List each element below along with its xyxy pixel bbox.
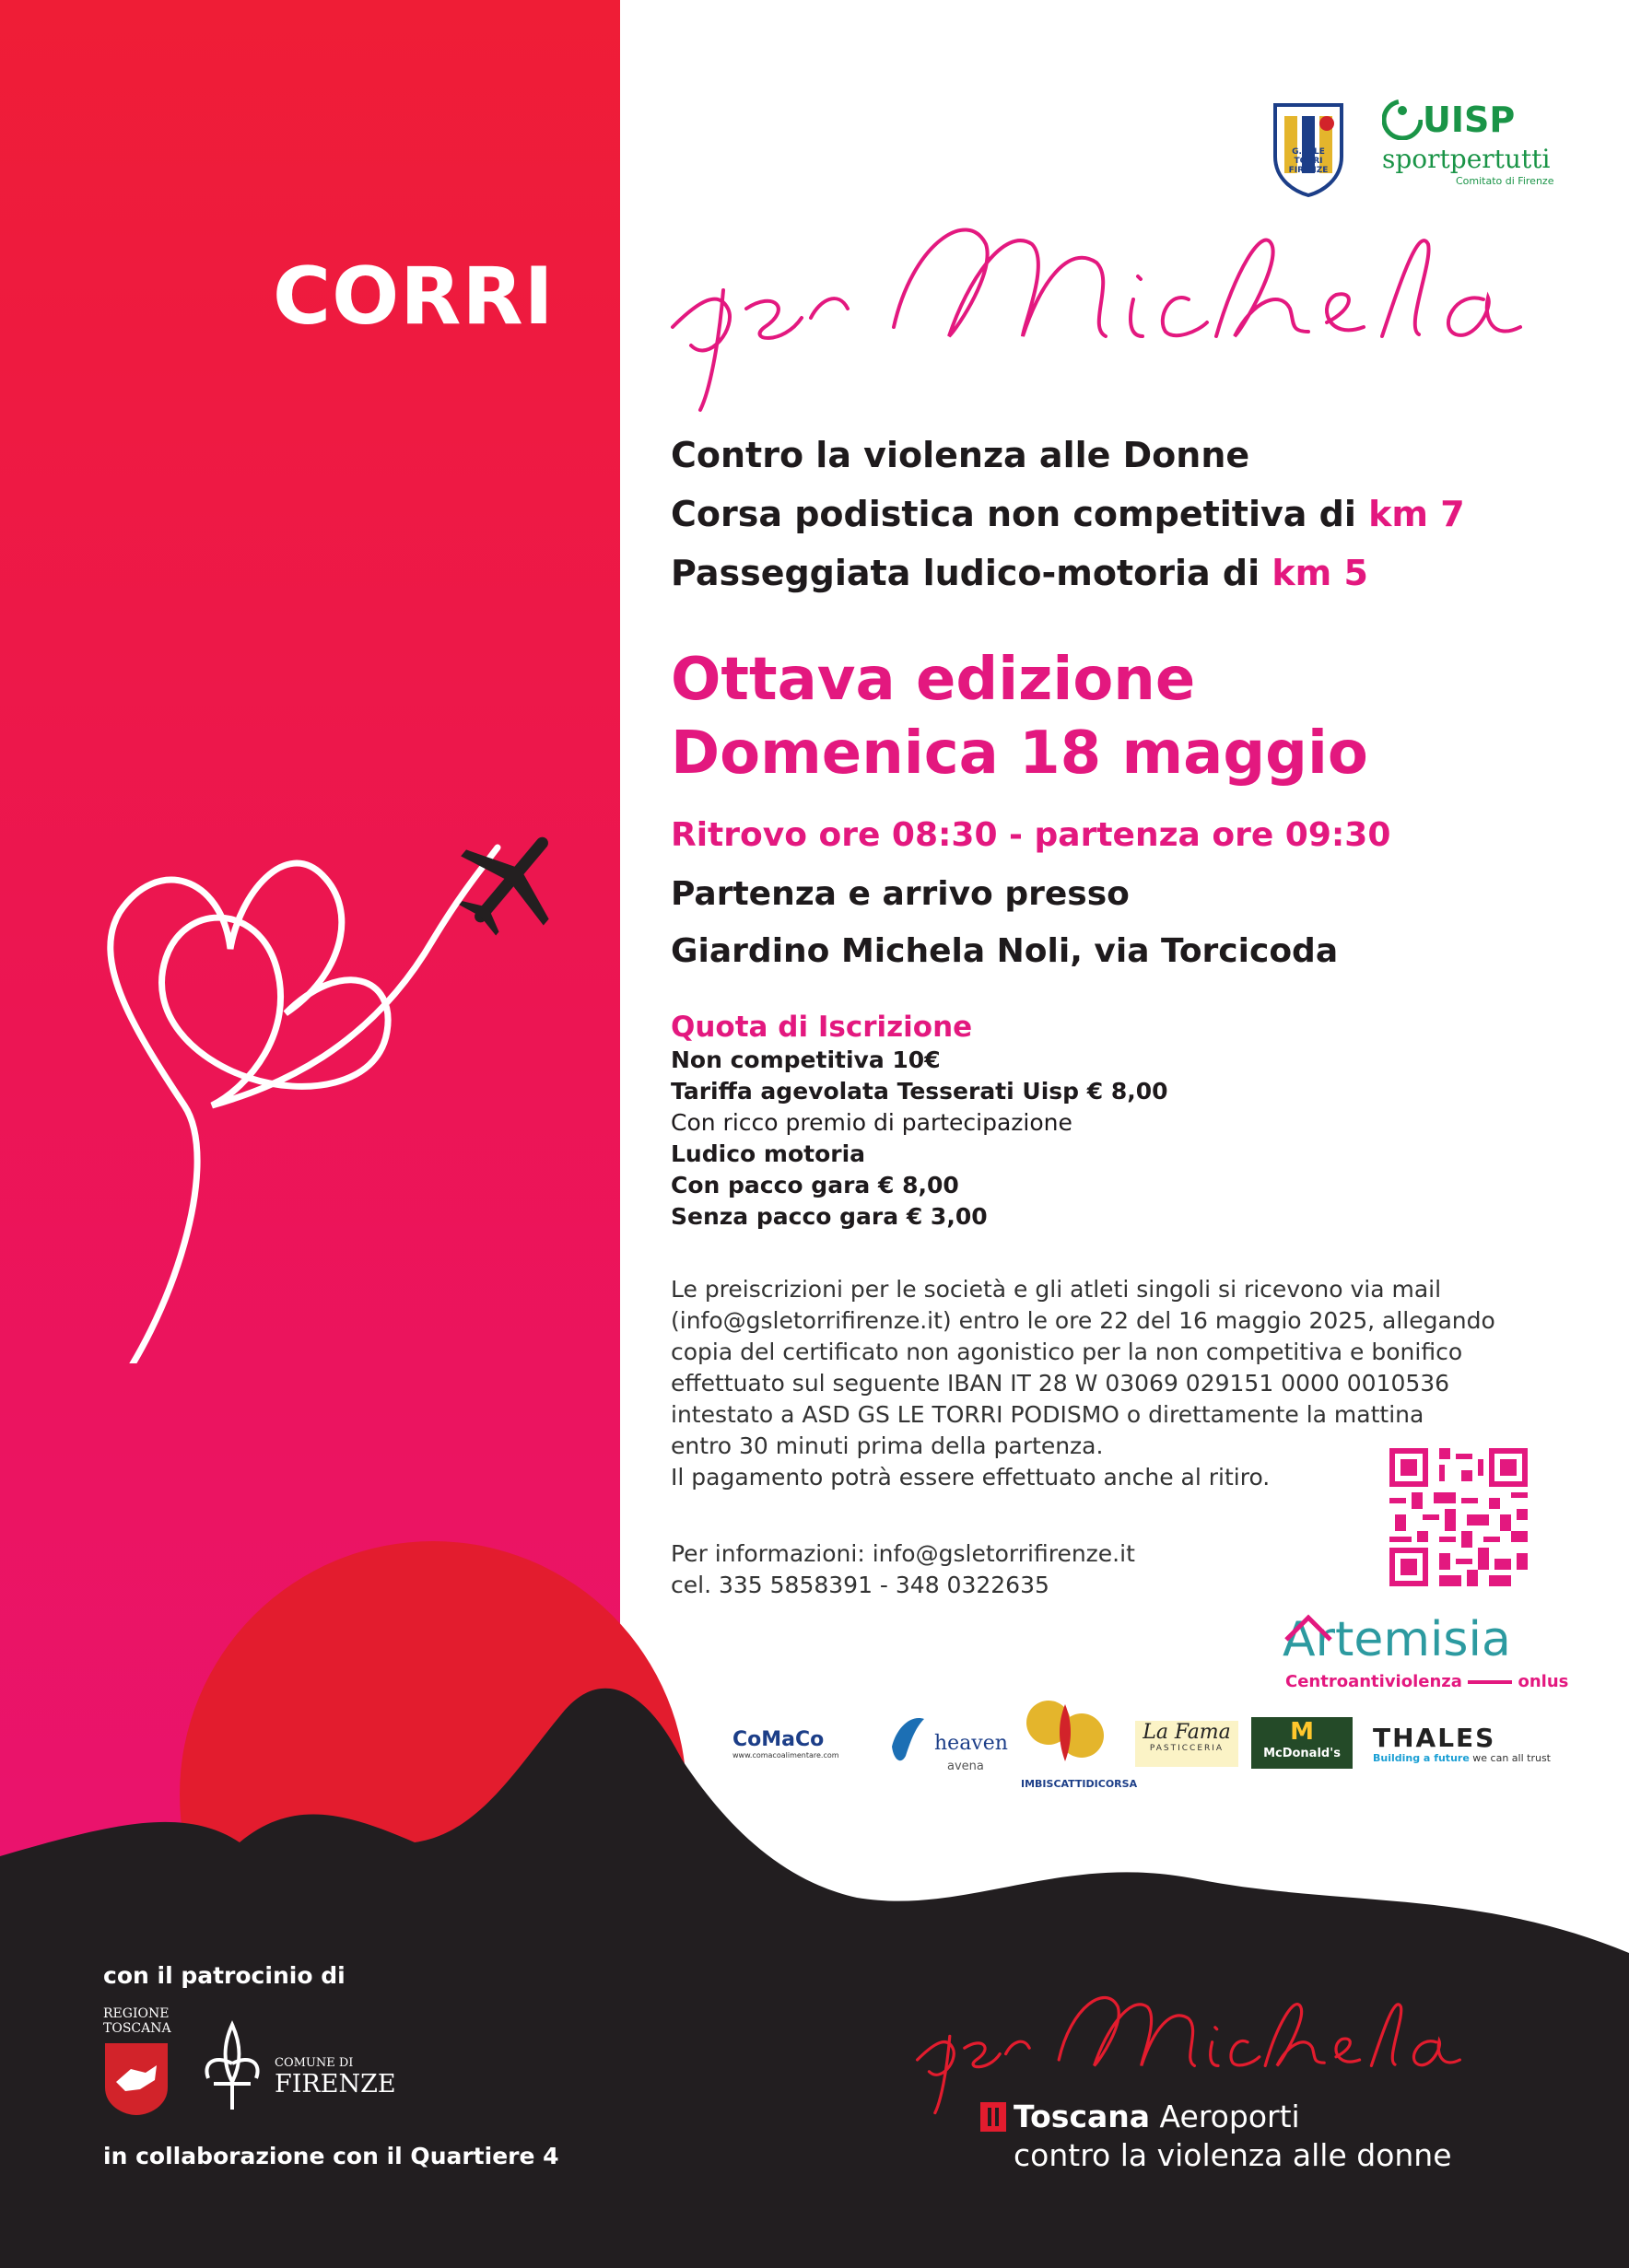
artemisia-roof-icon bbox=[1283, 1614, 1334, 1642]
comune-line-2: FIRENZE bbox=[275, 2070, 396, 2098]
loop-path bbox=[101, 848, 498, 1363]
comune-line-1: COMUNE DI bbox=[275, 2056, 354, 2070]
fees-title: Quota di Iscrizione bbox=[671, 1011, 973, 1044]
registration-line: Le preiscrizioni per le società e gli atleti singoli si ricevono via mail bbox=[671, 1276, 1442, 1303]
regione-line-2: TOSCANA bbox=[103, 2021, 171, 2036]
intro-line-3-km: km 5 bbox=[1272, 553, 1368, 593]
regione-toscana-label bbox=[103, 2006, 175, 2036]
registration-line: copia del certificato non agonistico per la non competitiva e bonifico bbox=[671, 1339, 1463, 1365]
sponsor-heaven-name: heaven bbox=[934, 1732, 1008, 1755]
sponsor-lafama-name: La Fama bbox=[1143, 1721, 1231, 1744]
uisp-logo bbox=[1382, 99, 1423, 144]
sponsor-mcdonalds bbox=[1251, 1717, 1353, 1769]
toscana-aeroporti-icon bbox=[980, 2102, 1006, 2132]
qr-code[interactable] bbox=[1389, 1448, 1528, 1586]
uisp-tagline: sportpertutti bbox=[1382, 144, 1551, 174]
intro-line-3 bbox=[671, 553, 1368, 593]
sponsor-mcdonalds-name: McDonald's bbox=[1263, 1747, 1341, 1760]
artemisia-subtitle-main: Centroantiviolenza bbox=[1285, 1672, 1462, 1691]
airplane-icon bbox=[451, 820, 571, 940]
uisp-committee: Comitato di Firenze bbox=[1456, 175, 1554, 187]
footer-patronage: con il patrocinio di bbox=[103, 1962, 346, 1989]
fee-item: Tariffa agevolata Tesserati Uisp € 8,00 bbox=[671, 1078, 1168, 1105]
fee-item: Non competitiva 10€ bbox=[671, 1046, 941, 1073]
sponsor-comaco bbox=[732, 1728, 839, 1759]
artemisia-subtitle bbox=[1285, 1672, 1568, 1691]
sponsor-comaco-name: CoMaCo bbox=[732, 1728, 825, 1751]
schedule-location-1: Partenza e arrivo presso bbox=[671, 875, 1130, 913]
sponsor-comaco-url: www.comacoalimentare.com bbox=[732, 1751, 839, 1759]
intro-line-2-km: km 7 bbox=[1368, 494, 1465, 534]
fee-item: Con pacco gara € 8,00 bbox=[671, 1172, 959, 1198]
footer-brand bbox=[1014, 2098, 1300, 2134]
mcdonalds-arches-icon: M bbox=[1290, 1718, 1314, 1746]
intro-line-3-text: Passeggiata ludico-motoria di bbox=[671, 553, 1272, 593]
sponsor-lafama bbox=[1135, 1721, 1238, 1767]
sponsor-imbiscatti: IMBISCATTIDICORSA bbox=[1021, 1778, 1138, 1790]
intro-line-2 bbox=[671, 494, 1465, 534]
imbiscatti-lily-logo bbox=[1021, 1695, 1109, 1771]
footer-brand-bold: Toscana bbox=[1014, 2098, 1151, 2134]
sponsor-thales-sub bbox=[1373, 1752, 1551, 1764]
sponsor-lafama-sub: PASTICCERIA bbox=[1149, 1744, 1225, 1753]
thales-sub-rest: we can all trust bbox=[1472, 1752, 1551, 1764]
comune-firenze-label bbox=[275, 2056, 396, 2098]
per-michela-script bbox=[654, 189, 1539, 419]
le-torri-logo-text: G.S. LE TORRI FIRENZE bbox=[1288, 147, 1329, 175]
fees-list bbox=[671, 1045, 1168, 1233]
footer-collaboration: in collaborazione con il Quartiere 4 bbox=[103, 2143, 559, 2169]
artemisia-subtitle-onlus: onlus bbox=[1518, 1672, 1569, 1691]
footer-per-michela-script bbox=[885, 1971, 1493, 2119]
contact-info bbox=[671, 1538, 1135, 1601]
sponsor-heaven-sub: avena bbox=[947, 1759, 984, 1773]
registration-line: effettuato sul seguente IBAN IT 28 W 03069 029151 0000 0010536 bbox=[671, 1370, 1450, 1397]
artemisia-logo: Artemisia bbox=[1283, 1612, 1511, 1667]
registration-line: Il pagamento potrà essere effettuato anche al ritiro. bbox=[671, 1464, 1271, 1491]
fee-item: Senza pacco gara € 3,00 bbox=[671, 1203, 988, 1230]
artemisia-divider bbox=[1468, 1680, 1512, 1684]
fee-item: Ludico motoria bbox=[671, 1140, 866, 1167]
intro-line-2-text: Corsa podistica non competitiva di bbox=[671, 494, 1369, 534]
firenze-lily-icon bbox=[195, 2017, 269, 2113]
fee-item: Con ricco premio di partecipazione bbox=[671, 1109, 1072, 1136]
sponsor-thales: THALES bbox=[1373, 1723, 1496, 1753]
regione-line-1: REGIONE bbox=[103, 2006, 170, 2021]
uisp-runner-icon bbox=[1382, 99, 1423, 140]
heaven-bird-icon bbox=[883, 1710, 929, 1774]
intro-line-1: Contro la violenza alle Donne bbox=[671, 435, 1250, 475]
registration-line: intestato a ASD GS LE TORRI PODISMO o direttamente la mattina bbox=[671, 1401, 1424, 1428]
schedule-location-2: Giardino Michela Noli, via Torcicoda bbox=[671, 932, 1339, 970]
contact-email: Per informazioni: info@gsletorrifirenze.it bbox=[671, 1540, 1135, 1567]
regione-toscana-crest bbox=[103, 2041, 170, 2117]
uisp-name: UISP bbox=[1423, 99, 1516, 140]
registration-line: entro 30 minuti prima della partenza. bbox=[671, 1432, 1104, 1459]
contact-phone: cel. 335 5858391 - 348 0322635 bbox=[671, 1572, 1049, 1598]
edition-title: Ottava edizione bbox=[671, 646, 1196, 714]
edition-date: Domenica 18 maggio bbox=[671, 719, 1368, 788]
schedule-times: Ritrovo ore 08:30 - partenza ore 09:30 bbox=[671, 816, 1391, 854]
title-corri: CORRI bbox=[273, 251, 555, 343]
title-script-logo bbox=[654, 189, 1539, 423]
footer-brand-light: Aeroporti bbox=[1150, 2098, 1300, 2134]
thales-sub-highlight: Building a future bbox=[1373, 1752, 1470, 1764]
registration-line: (info@gsletorrifirenze.it) entro le ore 22 del 16 maggio 2025, allegando bbox=[671, 1307, 1495, 1334]
footer-tagline: contro la violenza alle donne bbox=[1014, 2137, 1452, 2173]
